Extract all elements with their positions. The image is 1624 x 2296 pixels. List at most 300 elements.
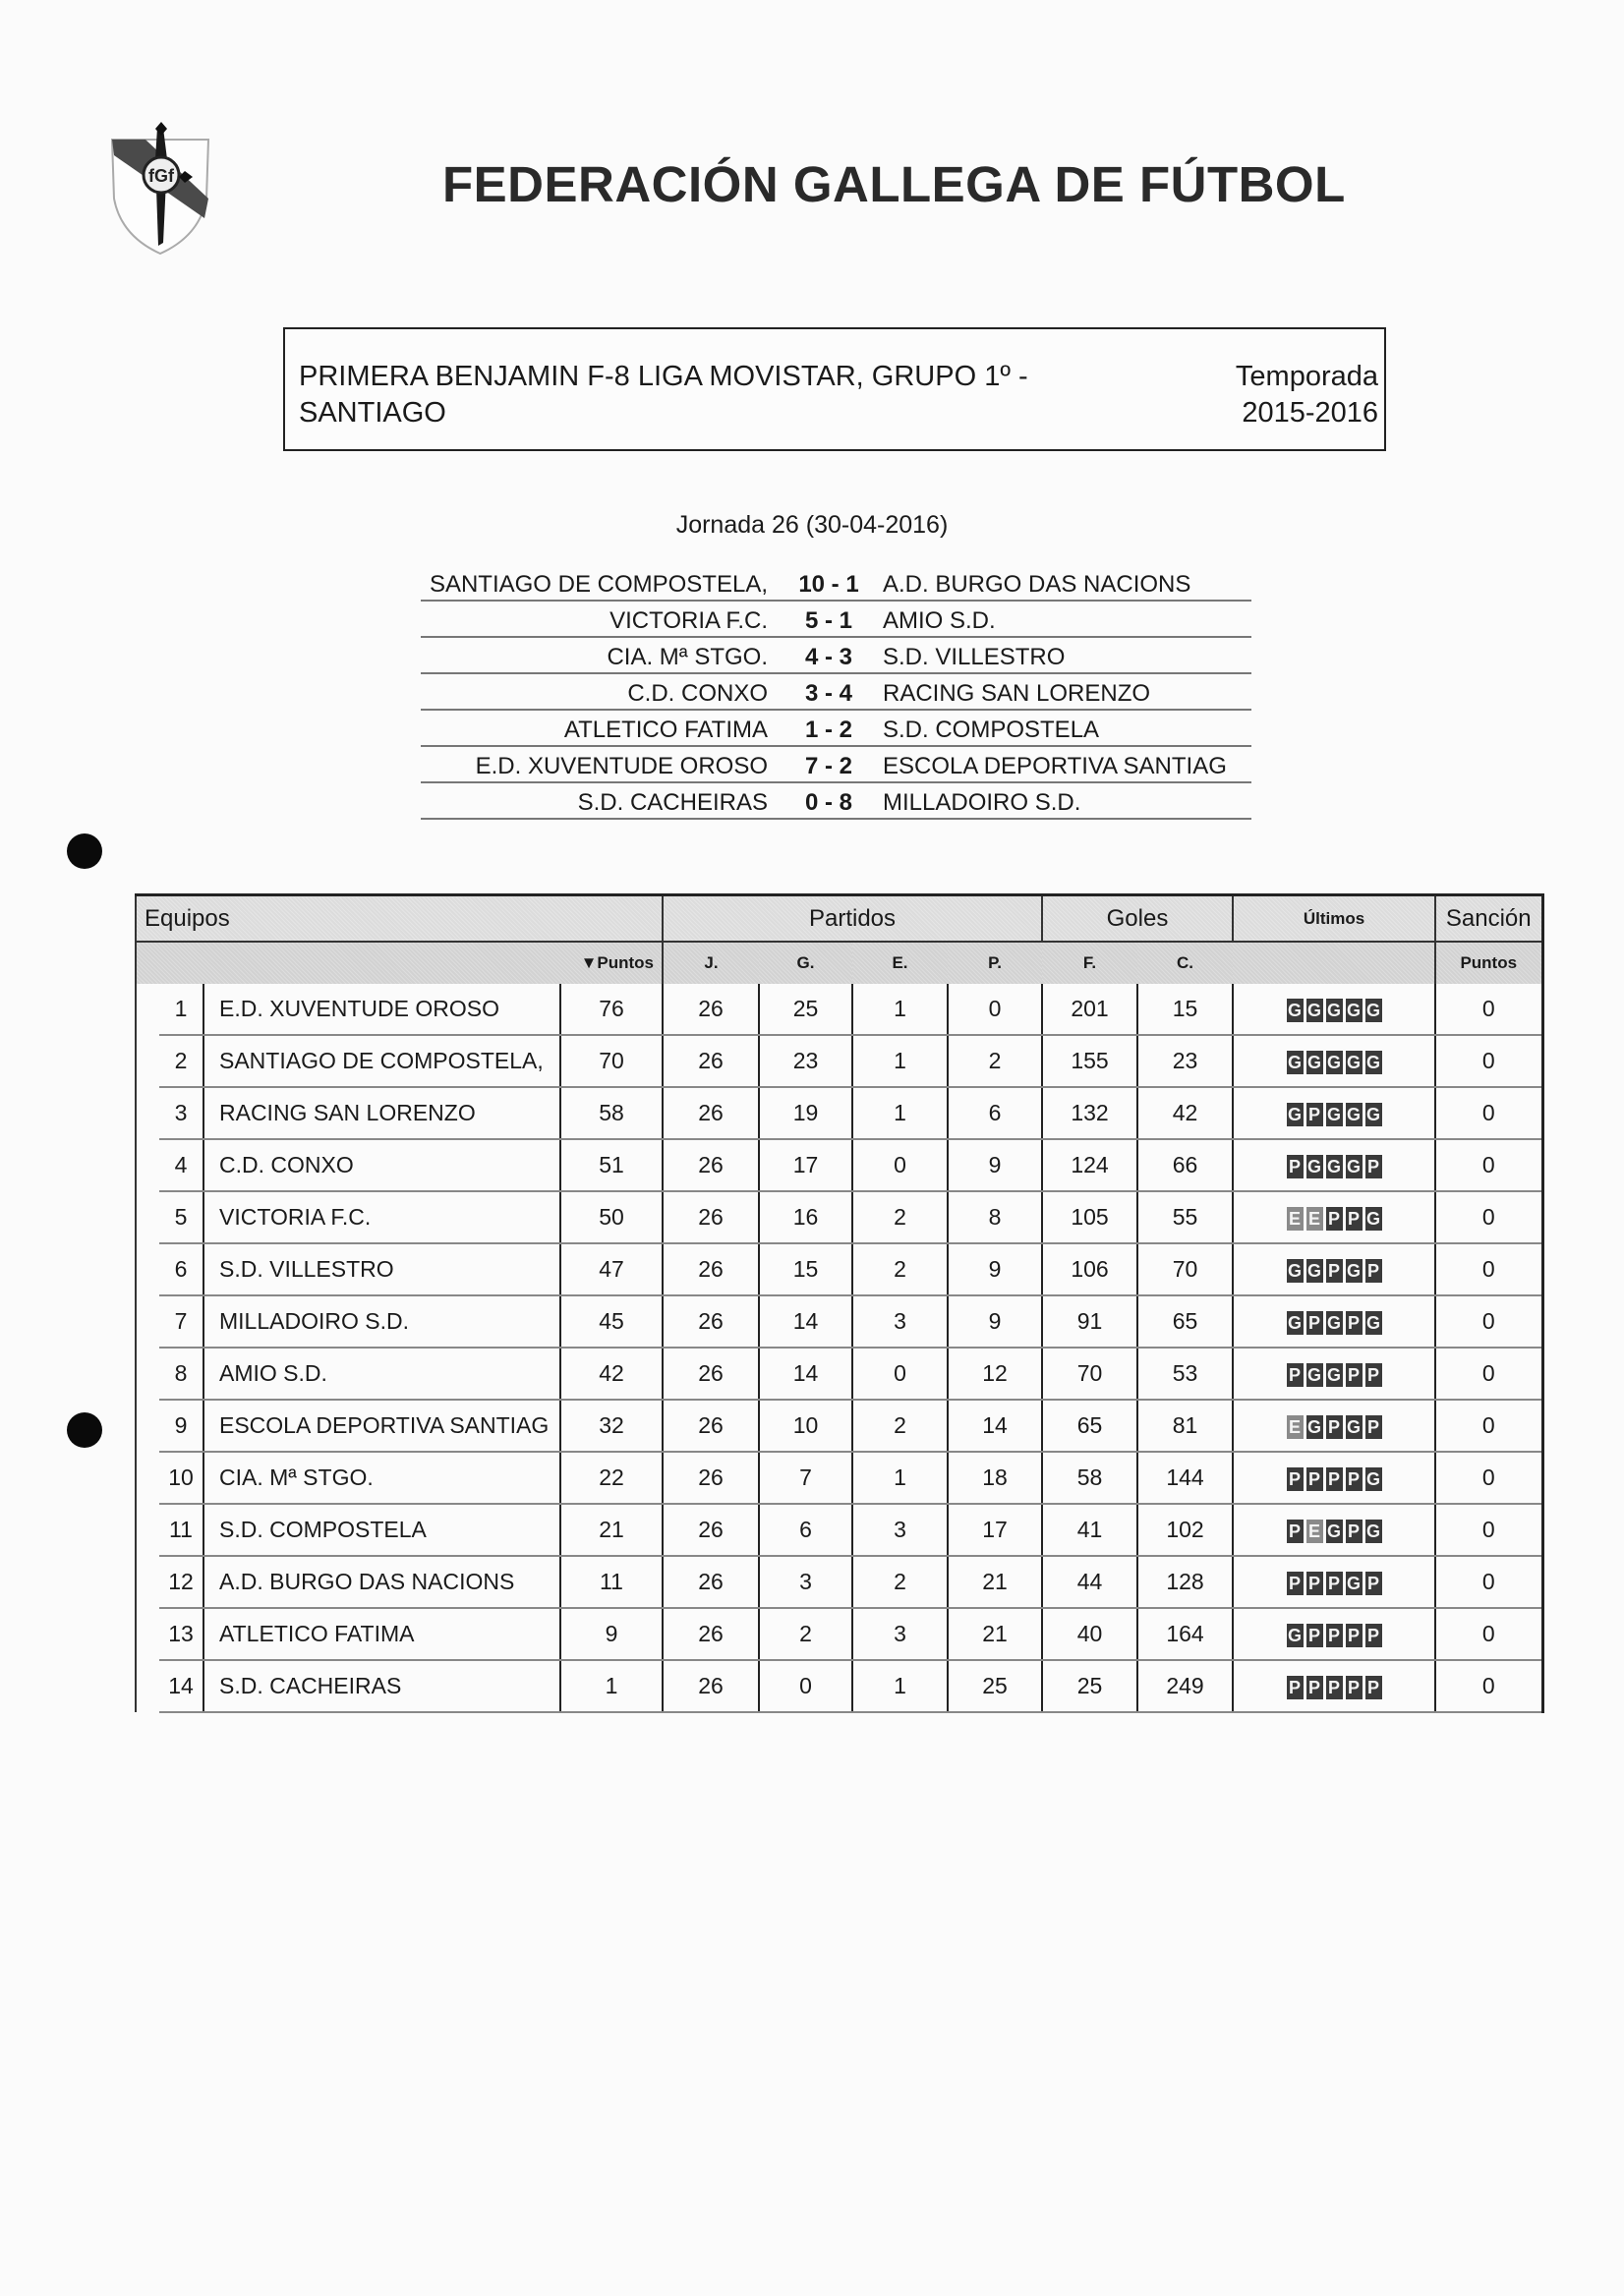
result-badge: P: [1326, 1415, 1343, 1439]
lost-cell: 18: [948, 1452, 1042, 1504]
position-cell: 13: [159, 1608, 203, 1660]
match-home-team: E.D. XUVENTUDE OROSO: [475, 753, 768, 779]
match-row: [421, 602, 1251, 638]
last-results-cell: [1233, 1035, 1435, 1087]
fgf-shield-logo-icon: [106, 120, 214, 258]
goals-for-cell: 132: [1042, 1087, 1137, 1139]
position-cell: 2: [159, 1035, 203, 1087]
points-cell: 76: [560, 984, 663, 1035]
match-score: 4 - 3: [804, 644, 853, 670]
result-badge: G: [1287, 1000, 1302, 1020]
sanction-points-cell: 0: [1435, 984, 1542, 1035]
team-name-cell[interactable]: RACING SAN LORENZO: [203, 1087, 560, 1139]
result-badge: P: [1326, 1207, 1343, 1231]
drawn-cell: 1: [852, 984, 948, 1035]
sanction-points-cell: 0: [1435, 1243, 1542, 1295]
last-results-badges: [1287, 1207, 1382, 1231]
points-cell: 50: [560, 1191, 663, 1243]
drawn-cell: 3: [852, 1504, 948, 1556]
row-margin: [136, 1139, 159, 1191]
match-away-team: A.D. BURGO DAS NACIONS: [883, 571, 1191, 598]
row-margin: [136, 1504, 159, 1556]
header-partidos: Partidos: [663, 895, 1042, 943]
result-badge: G: [1365, 1312, 1380, 1333]
points-cell: 58: [560, 1087, 663, 1139]
played-cell: 26: [663, 1348, 759, 1400]
header-ultimos: Últimos: [1233, 895, 1435, 943]
column-puntos[interactable]: [136, 942, 663, 984]
match-away-team: S.D. COMPOSTELA: [883, 717, 1100, 743]
result-badge: E: [1306, 1207, 1323, 1231]
points-cell: 45: [560, 1295, 663, 1348]
match-row: [421, 638, 1251, 674]
won-cell: 0: [759, 1660, 852, 1712]
standings-row: [136, 1087, 1542, 1139]
position-cell: 8: [159, 1348, 203, 1400]
page-title: FEDERACIÓN GALLEGA DE FÚTBOL: [442, 156, 1346, 212]
row-margin: [136, 1608, 159, 1660]
result-badge: G: [1365, 1104, 1380, 1124]
lost-cell: 2: [948, 1035, 1042, 1087]
goals-for-cell: 70: [1042, 1348, 1137, 1400]
team-name-cell[interactable]: VICTORIA F.C.: [203, 1191, 560, 1243]
match-score: 0 - 8: [804, 789, 853, 816]
standings-row: [136, 1243, 1542, 1295]
drawn-cell: 1: [852, 1452, 948, 1504]
result-badge: G: [1365, 1208, 1380, 1229]
row-margin: [136, 1191, 159, 1243]
team-name-cell[interactable]: C.D. CONXO: [203, 1139, 560, 1191]
column-e[interactable]: E.: [852, 942, 948, 984]
result-badge: G: [1287, 1625, 1302, 1645]
column-j[interactable]: J.: [663, 942, 759, 984]
team-name-cell[interactable]: E.D. XUVENTUDE OROSO: [203, 984, 560, 1035]
position-cell: 11: [159, 1504, 203, 1556]
result-badge: P: [1306, 1103, 1323, 1126]
result-badge: G: [1306, 1260, 1321, 1281]
result-badge: P: [1287, 1520, 1304, 1543]
result-badge: P: [1346, 1624, 1363, 1647]
position-cell: 3: [159, 1087, 203, 1139]
match-score: 7 - 2: [804, 753, 853, 779]
position-cell: 4: [159, 1139, 203, 1191]
match-away-team: S.D. VILLESTRO: [883, 644, 1066, 670]
points-cell: 22: [560, 1452, 663, 1504]
result-badge: G: [1326, 1052, 1341, 1072]
result-badge: G: [1287, 1312, 1302, 1333]
column-ultimos: [1233, 942, 1435, 984]
result-badge: P: [1287, 1363, 1304, 1387]
team-name-cell[interactable]: AMIO S.D.: [203, 1348, 560, 1400]
lost-cell: 6: [948, 1087, 1042, 1139]
position-cell: 5: [159, 1191, 203, 1243]
played-cell: 26: [663, 1243, 759, 1295]
result-badge: P: [1306, 1624, 1323, 1647]
won-cell: 16: [759, 1191, 852, 1243]
sanction-points-cell: 0: [1435, 1035, 1542, 1087]
match-home-team: ATLETICO FATIMA: [563, 717, 768, 743]
match-score: 10 - 1: [798, 571, 859, 598]
drawn-cell: 1: [852, 1660, 948, 1712]
last-results-badges: [1287, 1051, 1382, 1074]
standings-row: [136, 1191, 1542, 1243]
result-badge: G: [1346, 1260, 1361, 1281]
last-results-cell: [1233, 1556, 1435, 1608]
points-cell: 1: [560, 1660, 663, 1712]
played-cell: 26: [663, 1452, 759, 1504]
competition-name: [299, 359, 1028, 431]
result-badge: P: [1287, 1676, 1304, 1699]
punch-hole: [67, 1412, 102, 1448]
result-badge: G: [1326, 1104, 1341, 1124]
points-cell: 51: [560, 1139, 663, 1191]
standings-row: [136, 1139, 1542, 1191]
competition-name-line2: SANTIAGO: [299, 397, 446, 429]
result-badge: P: [1326, 1676, 1343, 1699]
team-name-cell[interactable]: S.D. CACHEIRAS: [203, 1660, 560, 1712]
last-results-badges: [1287, 1311, 1382, 1335]
goals-for-cell: 25: [1042, 1660, 1137, 1712]
match-away-team: AMIO S.D.: [883, 607, 996, 634]
goals-for-cell: 44: [1042, 1556, 1137, 1608]
won-cell: 15: [759, 1243, 852, 1295]
sanction-points-cell: 0: [1435, 1191, 1542, 1243]
last-results-cell: [1233, 1295, 1435, 1348]
played-cell: 26: [663, 1087, 759, 1139]
standings-row: [136, 1348, 1542, 1400]
won-cell: 14: [759, 1295, 852, 1348]
drawn-cell: 3: [852, 1608, 948, 1660]
played-cell: 26: [663, 1400, 759, 1452]
position-cell: 10: [159, 1452, 203, 1504]
goals-against-cell: 144: [1137, 1452, 1233, 1504]
result-badge: G: [1346, 1104, 1361, 1124]
goals-against-cell: 55: [1137, 1191, 1233, 1243]
result-badge: P: [1306, 1311, 1323, 1335]
result-badge: G: [1365, 1521, 1380, 1541]
standings-row: [136, 1608, 1542, 1660]
row-margin: [136, 1243, 159, 1295]
result-badge: P: [1346, 1520, 1363, 1543]
sort-descending-icon: ▼: [580, 953, 598, 972]
result-badge: G: [1365, 1468, 1380, 1489]
lost-cell: 9: [948, 1139, 1042, 1191]
match-results: [421, 565, 1251, 820]
goals-against-cell: 81: [1137, 1400, 1233, 1452]
season: [1236, 359, 1378, 431]
match-row: [421, 565, 1251, 602]
standings-table: [135, 893, 1544, 1713]
result-badge: P: [1365, 1415, 1382, 1439]
team-name-cell[interactable]: S.D. COMPOSTELA: [203, 1504, 560, 1556]
result-badge: P: [1326, 1467, 1343, 1491]
row-margin: [136, 1556, 159, 1608]
match-score: 5 - 1: [804, 607, 853, 634]
result-badge: G: [1346, 1156, 1361, 1177]
last-results-badges: [1287, 999, 1382, 1022]
lost-cell: 21: [948, 1556, 1042, 1608]
result-badge: G: [1306, 1416, 1321, 1437]
played-cell: 26: [663, 984, 759, 1035]
column-sancion-puntos[interactable]: Puntos: [1435, 942, 1542, 984]
won-cell: 7: [759, 1452, 852, 1504]
position-cell: 14: [159, 1660, 203, 1712]
result-badge: P: [1287, 1572, 1304, 1595]
column-c[interactable]: C.: [1137, 942, 1233, 984]
lost-cell: 25: [948, 1660, 1042, 1712]
result-badge: G: [1326, 1364, 1341, 1385]
sanction-points-cell: 0: [1435, 1139, 1542, 1191]
column-header-row: [136, 942, 1542, 984]
result-badge: G: [1306, 1364, 1321, 1385]
result-badge: G: [1346, 1052, 1361, 1072]
position-cell: 7: [159, 1295, 203, 1348]
standings-row: [136, 1400, 1542, 1452]
match-home-team: C.D. CONXO: [627, 680, 768, 707]
column-f[interactable]: F.: [1042, 942, 1137, 984]
result-badge: P: [1287, 1467, 1304, 1491]
sanction-points-cell: 0: [1435, 1556, 1542, 1608]
goals-for-cell: 65: [1042, 1400, 1137, 1452]
last-results-badges: [1287, 1624, 1382, 1647]
goals-against-cell: 65: [1137, 1295, 1233, 1348]
drawn-cell: 0: [852, 1139, 948, 1191]
lost-cell: 21: [948, 1608, 1042, 1660]
sanction-points-cell: 0: [1435, 1400, 1542, 1452]
won-cell: 6: [759, 1504, 852, 1556]
points-cell: 42: [560, 1348, 663, 1400]
svg-text:fGf: fGf: [148, 166, 174, 186]
last-results-cell: [1233, 1660, 1435, 1712]
won-cell: 23: [759, 1035, 852, 1087]
match-home-team: S.D. CACHEIRAS: [577, 789, 768, 816]
last-results-badges: [1287, 1415, 1382, 1439]
lost-cell: 17: [948, 1504, 1042, 1556]
match-score: 3 - 4: [804, 680, 853, 707]
standings-row: [136, 1452, 1542, 1504]
lost-cell: 9: [948, 1243, 1042, 1295]
goals-against-cell: 164: [1137, 1608, 1233, 1660]
won-cell: 17: [759, 1139, 852, 1191]
lost-cell: 9: [948, 1295, 1042, 1348]
won-cell: 10: [759, 1400, 852, 1452]
played-cell: 26: [663, 1139, 759, 1191]
position-cell: 9: [159, 1400, 203, 1452]
goals-for-cell: 40: [1042, 1608, 1137, 1660]
last-results-badges: [1287, 1520, 1382, 1543]
result-badge: G: [1346, 1573, 1361, 1593]
team-name-cell[interactable]: ESCOLA DEPORTIVA SANTIAG: [203, 1400, 560, 1452]
last-results-cell: [1233, 1504, 1435, 1556]
goals-for-cell: 155: [1042, 1035, 1137, 1087]
result-badge: G: [1326, 1156, 1341, 1177]
goals-for-cell: 58: [1042, 1452, 1137, 1504]
sanction-points-cell: 0: [1435, 1348, 1542, 1400]
competition-box: [283, 327, 1386, 451]
sanction-points-cell: 0: [1435, 1608, 1542, 1660]
result-badge: G: [1287, 1052, 1302, 1072]
result-badge: G: [1326, 1312, 1341, 1333]
drawn-cell: 2: [852, 1400, 948, 1452]
goals-against-cell: 70: [1137, 1243, 1233, 1295]
drawn-cell: 1: [852, 1035, 948, 1087]
result-badge: G: [1365, 1052, 1380, 1072]
played-cell: 26: [663, 1035, 759, 1087]
last-results-cell: [1233, 984, 1435, 1035]
competition-name-line1: PRIMERA BENJAMIN F-8 LIGA MOVISTAR, GRUPO 1º -: [299, 361, 1028, 392]
match-home-team: VICTORIA F.C.: [609, 607, 768, 634]
lost-cell: 0: [948, 984, 1042, 1035]
team-name-cell[interactable]: A.D. BURGO DAS NACIONS: [203, 1556, 560, 1608]
last-results-badges: [1287, 1467, 1382, 1491]
row-margin: [136, 984, 159, 1035]
result-badge: P: [1365, 1363, 1382, 1387]
lost-cell: 8: [948, 1191, 1042, 1243]
goals-against-cell: 15: [1137, 984, 1233, 1035]
goals-against-cell: 42: [1137, 1087, 1233, 1139]
drawn-cell: 1: [852, 1087, 948, 1139]
drawn-cell: 2: [852, 1191, 948, 1243]
goals-against-cell: 66: [1137, 1139, 1233, 1191]
column-p[interactable]: P.: [948, 942, 1042, 984]
points-cell: 9: [560, 1608, 663, 1660]
lost-cell: 12: [948, 1348, 1042, 1400]
last-results-badges: [1287, 1363, 1382, 1387]
result-badge: P: [1306, 1572, 1323, 1595]
result-badge: G: [1326, 1000, 1341, 1020]
result-badge: P: [1326, 1259, 1343, 1283]
match-score: 1 - 2: [804, 717, 853, 743]
team-name-cell[interactable]: CIA. Mª STGO.: [203, 1452, 560, 1504]
standings-row: [136, 984, 1542, 1035]
result-badge: P: [1365, 1572, 1382, 1595]
drawn-cell: 3: [852, 1295, 948, 1348]
match-home-team: SANTIAGO DE COMPOSTELA,: [429, 571, 768, 598]
won-cell: 14: [759, 1348, 852, 1400]
result-badge: G: [1306, 1000, 1321, 1020]
goals-for-cell: 41: [1042, 1504, 1137, 1556]
sanction-points-cell: 0: [1435, 1087, 1542, 1139]
points-cell: 21: [560, 1504, 663, 1556]
last-results-badges: [1287, 1572, 1382, 1595]
last-results-cell: [1233, 1452, 1435, 1504]
result-badge: P: [1365, 1155, 1382, 1178]
last-results-cell: [1233, 1191, 1435, 1243]
sanction-points-cell: 0: [1435, 1452, 1542, 1504]
played-cell: 26: [663, 1295, 759, 1348]
won-cell: 2: [759, 1608, 852, 1660]
header-sancion: Sanción: [1435, 895, 1542, 943]
match-row: [421, 674, 1251, 711]
goals-for-cell: 124: [1042, 1139, 1137, 1191]
match-row: [421, 711, 1251, 747]
last-results-cell: [1233, 1348, 1435, 1400]
result-badge: P: [1287, 1155, 1304, 1178]
match-away-team: RACING SAN LORENZO: [883, 680, 1151, 707]
goals-against-cell: 53: [1137, 1348, 1233, 1400]
last-results-badges: [1287, 1155, 1382, 1178]
result-badge: P: [1326, 1572, 1343, 1595]
result-badge: E: [1287, 1207, 1304, 1231]
won-cell: 25: [759, 984, 852, 1035]
result-badge: G: [1346, 1416, 1361, 1437]
goals-against-cell: 249: [1137, 1660, 1233, 1712]
result-badge: G: [1306, 1156, 1321, 1177]
goals-against-cell: 102: [1137, 1504, 1233, 1556]
position-cell: 6: [159, 1243, 203, 1295]
result-badge: P: [1346, 1363, 1363, 1387]
punch-hole: [67, 833, 102, 869]
won-cell: 3: [759, 1556, 852, 1608]
result-badge: G: [1365, 1000, 1380, 1020]
team-name-cell[interactable]: ATLETICO FATIMA: [203, 1608, 560, 1660]
standings-row: [136, 1556, 1542, 1608]
result-badge: P: [1306, 1467, 1323, 1491]
played-cell: 26: [663, 1556, 759, 1608]
result-badge: G: [1346, 1000, 1361, 1020]
goals-for-cell: 201: [1042, 984, 1137, 1035]
group-header-row: [136, 895, 1542, 943]
sanction-points-cell: 0: [1435, 1660, 1542, 1712]
points-cell: 47: [560, 1243, 663, 1295]
goals-against-cell: 128: [1137, 1556, 1233, 1608]
match-row: [421, 747, 1251, 783]
row-margin: [136, 1400, 159, 1452]
sanction-points-cell: 0: [1435, 1504, 1542, 1556]
team-name-cell[interactable]: S.D. VILLESTRO: [203, 1243, 560, 1295]
last-results-badges: [1287, 1103, 1382, 1126]
result-badge: E: [1306, 1520, 1323, 1543]
last-results-cell: [1233, 1243, 1435, 1295]
team-name-cell[interactable]: MILLADOIRO S.D.: [203, 1295, 560, 1348]
position-cell: 12: [159, 1556, 203, 1608]
round-title: Jornada 26 (30-04-2016): [675, 511, 949, 539]
result-badge: P: [1326, 1624, 1343, 1647]
header-goles: Goles: [1042, 895, 1233, 943]
last-results-badges: [1287, 1259, 1382, 1283]
column-g[interactable]: G.: [759, 942, 852, 984]
result-badge: P: [1346, 1311, 1363, 1335]
row-margin: [136, 1348, 159, 1400]
team-name-cell[interactable]: SANTIAGO DE COMPOSTELA,: [203, 1035, 560, 1087]
result-badge: P: [1365, 1676, 1382, 1699]
match-away-team: ESCOLA DEPORTIVA SANTIAG: [883, 753, 1227, 779]
drawn-cell: 0: [852, 1348, 948, 1400]
result-badge: G: [1326, 1521, 1341, 1541]
won-cell: 19: [759, 1087, 852, 1139]
last-results-badges: [1287, 1676, 1382, 1699]
result-badge: P: [1306, 1676, 1323, 1699]
goals-for-cell: 106: [1042, 1243, 1137, 1295]
row-margin: [136, 1295, 159, 1348]
played-cell: 26: [663, 1660, 759, 1712]
result-badge: P: [1365, 1624, 1382, 1647]
result-badge: E: [1287, 1415, 1304, 1439]
result-badge: G: [1287, 1260, 1302, 1281]
last-results-cell: [1233, 1400, 1435, 1452]
row-margin: [136, 1660, 159, 1712]
drawn-cell: 2: [852, 1243, 948, 1295]
header-equipos: Equipos: [136, 895, 663, 943]
match-row: [421, 783, 1251, 820]
points-cell: 70: [560, 1035, 663, 1087]
last-results-cell: [1233, 1087, 1435, 1139]
sanction-points-cell: 0: [1435, 1295, 1542, 1348]
match-away-team: MILLADOIRO S.D.: [883, 789, 1081, 816]
row-margin: [136, 1452, 159, 1504]
standings-row: [136, 1660, 1542, 1712]
points-cell: 11: [560, 1556, 663, 1608]
